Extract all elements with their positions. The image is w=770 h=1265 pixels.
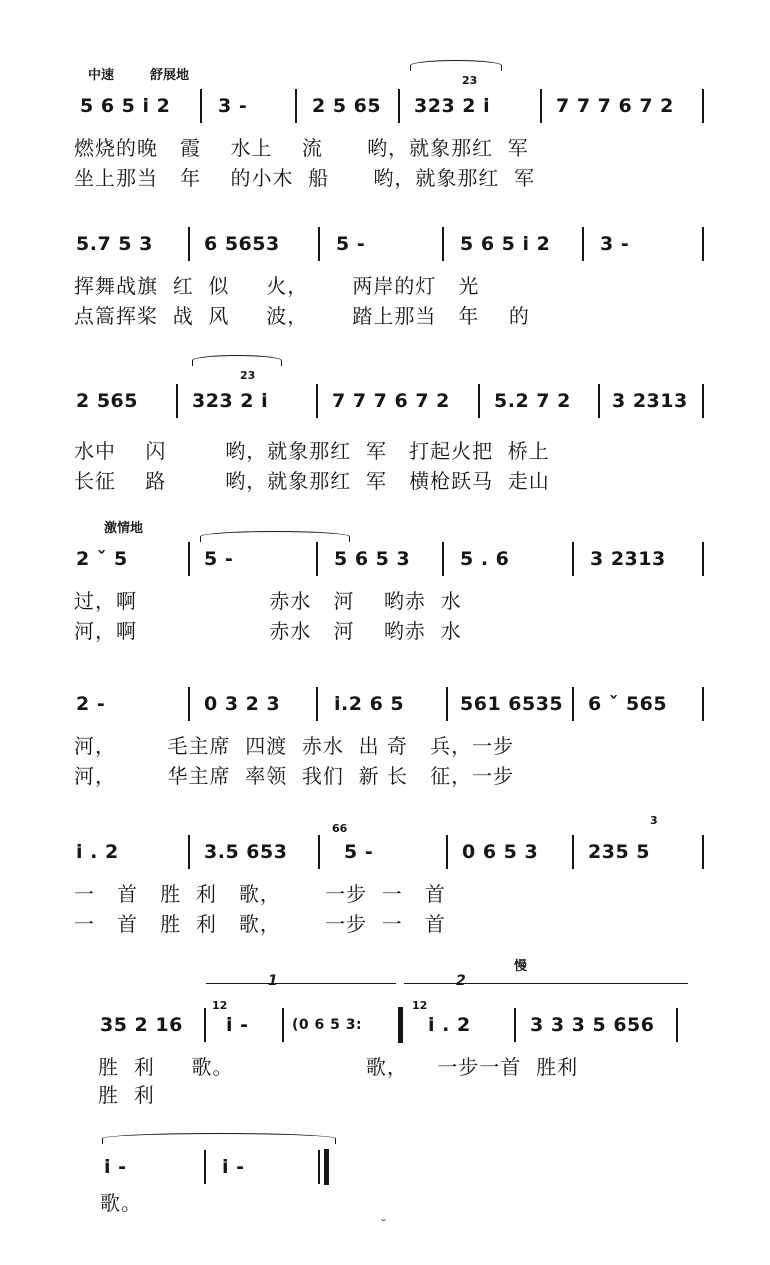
measure: 3 2313 bbox=[612, 390, 688, 412]
lyric-verse-2: 点篙挥桨 战 风 波， 踏上那当 年 的 bbox=[74, 304, 530, 328]
repeat-barline bbox=[398, 1007, 403, 1043]
grace-note: 66 bbox=[332, 822, 348, 835]
tempo-mood: 舒展地 bbox=[150, 68, 190, 83]
lyric-verse-2: 一 首 胜 利 歌， 一步 一 首 bbox=[74, 912, 446, 936]
lyric-verse-1: 水中 闪 哟，就象那红 军 打起火把 桥上 bbox=[74, 439, 550, 463]
barline bbox=[188, 687, 190, 721]
lyric-verse-1: 挥舞战旗 红 似 火， 两岸的灯 光 bbox=[74, 274, 480, 298]
measure: 2 565 bbox=[76, 390, 138, 412]
barline bbox=[572, 542, 574, 576]
barline bbox=[442, 227, 444, 261]
notation-row bbox=[0, 1005, 770, 1045]
measure: 3 2313 bbox=[590, 548, 666, 570]
measure: 2 ˇ 5 bbox=[76, 548, 128, 570]
final-barline bbox=[324, 1149, 329, 1185]
volta-2-number: 2 bbox=[456, 973, 466, 989]
measure: 235 5 bbox=[588, 841, 650, 863]
measure: 6 ˇ 565 bbox=[588, 693, 668, 715]
tie bbox=[192, 355, 282, 366]
barline bbox=[582, 227, 584, 261]
volta-1-line bbox=[206, 983, 396, 984]
barline bbox=[446, 835, 448, 869]
measure: 0 6 5 3 bbox=[462, 841, 539, 863]
barline bbox=[316, 384, 318, 418]
lyric-verse-1: 过，啊 赤水 河 哟赤 水 bbox=[74, 589, 462, 613]
lyric-verse-2: 坐上那当 年 的小木 船 哟，就象那红 军 bbox=[74, 166, 536, 190]
measure: 5 - bbox=[204, 548, 234, 570]
barline bbox=[204, 1008, 206, 1042]
measure: 323 2 i bbox=[192, 390, 269, 412]
barline bbox=[702, 835, 704, 869]
barline bbox=[398, 89, 400, 123]
measure: 7 7 7 6 7 2 bbox=[332, 390, 450, 412]
barline bbox=[176, 384, 178, 418]
measure: i . 2 bbox=[76, 841, 119, 863]
grace-note: 23 bbox=[240, 369, 256, 382]
measure: 5 . 6 bbox=[460, 548, 510, 570]
barline bbox=[318, 1150, 320, 1184]
measure: 7 7 7 6 7 2 bbox=[556, 95, 674, 117]
tie bbox=[410, 60, 502, 71]
measure: 6 5653 bbox=[204, 233, 280, 255]
barline bbox=[676, 1008, 678, 1042]
lyric-verse-2: 长征 路 哟，就象那红 军 横枪跃马 走山 bbox=[74, 469, 550, 493]
barline bbox=[188, 835, 190, 869]
notation-row bbox=[0, 381, 770, 421]
barline bbox=[188, 227, 190, 261]
barline bbox=[204, 1150, 206, 1184]
tie bbox=[102, 1133, 336, 1144]
measure: 5 6 5 i 2 bbox=[460, 233, 551, 255]
barline bbox=[316, 542, 318, 576]
barline bbox=[318, 227, 320, 261]
barline bbox=[188, 542, 190, 576]
lyric-verse-2: 胜 利 bbox=[98, 1083, 155, 1107]
grace-note: 12 bbox=[412, 999, 428, 1012]
barline bbox=[702, 384, 704, 418]
barline bbox=[702, 89, 704, 123]
grace-note: 3 bbox=[650, 814, 658, 827]
measure: 2 - bbox=[76, 693, 106, 715]
page-mark: ˘ bbox=[380, 1218, 387, 1234]
measure: i - bbox=[104, 1156, 127, 1178]
lyric-verse-2: 河， 华主席 率领 我们 新 长 征，一步 bbox=[74, 764, 515, 788]
measure: 35 2 16 bbox=[100, 1014, 183, 1036]
barline bbox=[446, 687, 448, 721]
barline bbox=[572, 835, 574, 869]
barline bbox=[442, 542, 444, 576]
measure: 5.2 7 2 bbox=[494, 390, 571, 412]
lyric-verse-1: 燃烧的晚 霞 水上 流 哟，就象那红 军 bbox=[74, 136, 529, 160]
barline bbox=[572, 687, 574, 721]
barline bbox=[316, 687, 318, 721]
tempo-speed: 中速 bbox=[88, 68, 115, 83]
measure: 323 2 i bbox=[414, 95, 491, 117]
grace-note: 23 bbox=[462, 74, 478, 87]
measure: 3 - bbox=[218, 95, 248, 117]
barline bbox=[598, 384, 600, 418]
measure: 561 6535 bbox=[460, 693, 564, 715]
barline bbox=[514, 1008, 516, 1042]
measure: 5 6 5 3 bbox=[334, 548, 411, 570]
measure: 5.7 5 3 bbox=[76, 233, 153, 255]
tempo-passionate: 激情地 bbox=[104, 521, 144, 536]
notation-row bbox=[0, 684, 770, 724]
barline bbox=[702, 542, 704, 576]
lyric-verse-2: 河，啊 赤水 河 哟赤 水 bbox=[74, 619, 462, 643]
lyric-verse-1: 歌。 bbox=[100, 1191, 142, 1215]
measure: 3 - bbox=[600, 233, 630, 255]
barline bbox=[318, 835, 320, 869]
barline bbox=[282, 1008, 284, 1042]
grace-note: 12 bbox=[212, 999, 228, 1012]
measure: i . 2 bbox=[428, 1014, 471, 1036]
notation-row bbox=[0, 832, 770, 872]
measure: (0 6 5 3: bbox=[292, 1017, 363, 1033]
measure: 5 6 5 i 2 bbox=[80, 95, 171, 117]
barline bbox=[702, 227, 704, 261]
measure: 3 3 3 5 656 bbox=[530, 1014, 655, 1036]
volta-1-number: 1 bbox=[268, 973, 278, 989]
volta-2-line bbox=[404, 983, 688, 984]
measure: i - bbox=[226, 1014, 249, 1036]
measure: 2 5 65 bbox=[312, 95, 382, 117]
lyric-verse-1: 河， 毛主席 四渡 赤水 出 奇 兵，一步 bbox=[74, 734, 515, 758]
lyric-verse-1: 胜 利 歌。 歌， 一步一首 胜利 bbox=[98, 1055, 579, 1079]
lyric-verse-1: 一 首 胜 利 歌， 一步 一 首 bbox=[74, 882, 446, 906]
measure: 5 - bbox=[336, 233, 366, 255]
notation-row bbox=[0, 224, 770, 264]
barline bbox=[200, 89, 202, 123]
measure: i - bbox=[222, 1156, 245, 1178]
barline bbox=[295, 89, 297, 123]
notation-row bbox=[0, 86, 770, 126]
barline bbox=[540, 89, 542, 123]
measure: i.2 6 5 bbox=[334, 693, 405, 715]
measure: 0 3 2 3 bbox=[204, 693, 281, 715]
notation-row bbox=[0, 539, 770, 579]
measure: 5 - bbox=[344, 841, 374, 863]
measure: 3.5 653 bbox=[204, 841, 288, 863]
notation-row bbox=[0, 1147, 770, 1187]
barline bbox=[702, 687, 704, 721]
barline bbox=[478, 384, 480, 418]
tempo-slow: 慢 bbox=[514, 959, 528, 974]
